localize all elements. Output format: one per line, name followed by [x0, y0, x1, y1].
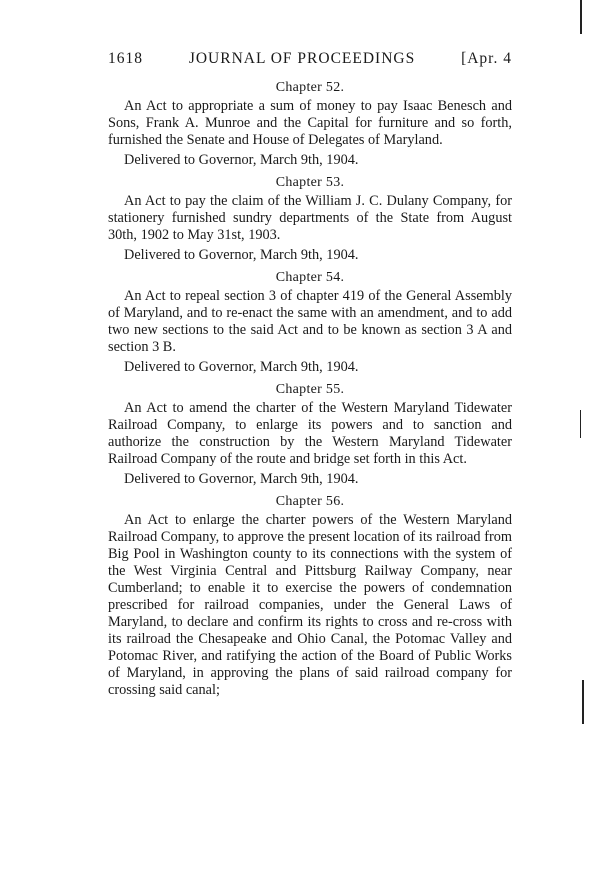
chapter-heading: Chapter 56.	[275, 494, 345, 509]
chapter-text: An Act to amend the charter of the Western Maryland Tidewater Railroad Company, to enlarge its powers and to sanction and authorize the construction by the Western Maryland Tidewater Railroad Company of the route and bridge set forth in this Act.	[108, 400, 512, 467]
page-header	[108, 50, 512, 68]
delivered-note: Delivered to Governor, March 9th, 1904.	[124, 471, 359, 487]
chapter-53	[108, 175, 512, 264]
chapter-text: An Act to enlarge the charter powers of the Western Maryland Railroad Company, to approve the present location of its railroad from Big Pool in Washington county to its connections with the system of the West Virginia Central and Pittsburg Railway Company, near Cumberland; to enable it to exercise the powers of condemnation prescribed for railroad companies, under the General Laws of Maryland, to declare and confirm its rights to cross and re-cross with its railroad the Chesapeake and Ohio Canal, the Potomac Valley and Potomac River, and ratifying the action of the Board of Public Works of Maryland, in approving the plans of said railroad company for crossing said canal;	[108, 512, 512, 698]
chapter-text: An Act to repeal section 3 of chapter 419 of the General Assembly of Maryland, and to re-enact the same with an amendment, and to add two new sections to the said Act and to be known as section 3 A and section 3 B.	[108, 288, 512, 355]
chapter-heading: Chapter 52.	[275, 80, 345, 95]
chapter-heading: Chapter 54.	[275, 270, 345, 285]
delivered-note: Delivered to Governor, March 9th, 1904.	[124, 247, 359, 263]
scan-edge-mark-lower	[582, 680, 584, 724]
chapter-52	[108, 80, 512, 169]
chapter-heading: Chapter 55.	[275, 382, 345, 397]
chapter-54	[108, 270, 512, 376]
page-date: [Apr. 4	[461, 50, 512, 67]
scan-edge-mark-middle	[580, 410, 581, 438]
chapter-text: An Act to appropriate a sum of money to pay Isaac Benesch and Sons, Frank A. Munroe and the Capital for furniture and so forth, furnished the Senate and House of Delegates of Maryland.	[108, 98, 512, 148]
chapter-heading: Chapter 53.	[275, 175, 345, 190]
page-number: 1618	[108, 50, 143, 67]
chapter-text: An Act to pay the claim of the William J. C. Dulany Company, for stationery furnished sundry departments of the State from August 30th, 1902 to May 31st, 1903.	[108, 193, 512, 243]
journal-title: JOURNAL OF PROCEEDINGS	[188, 50, 416, 67]
delivered-note: Delivered to Governor, March 9th, 1904.	[124, 152, 359, 168]
scan-edge-mark-top	[580, 0, 582, 34]
delivered-note: Delivered to Governor, March 9th, 1904.	[124, 359, 359, 375]
chapter-55	[108, 382, 512, 488]
chapter-56	[108, 494, 512, 699]
journal-page	[108, 50, 512, 699]
